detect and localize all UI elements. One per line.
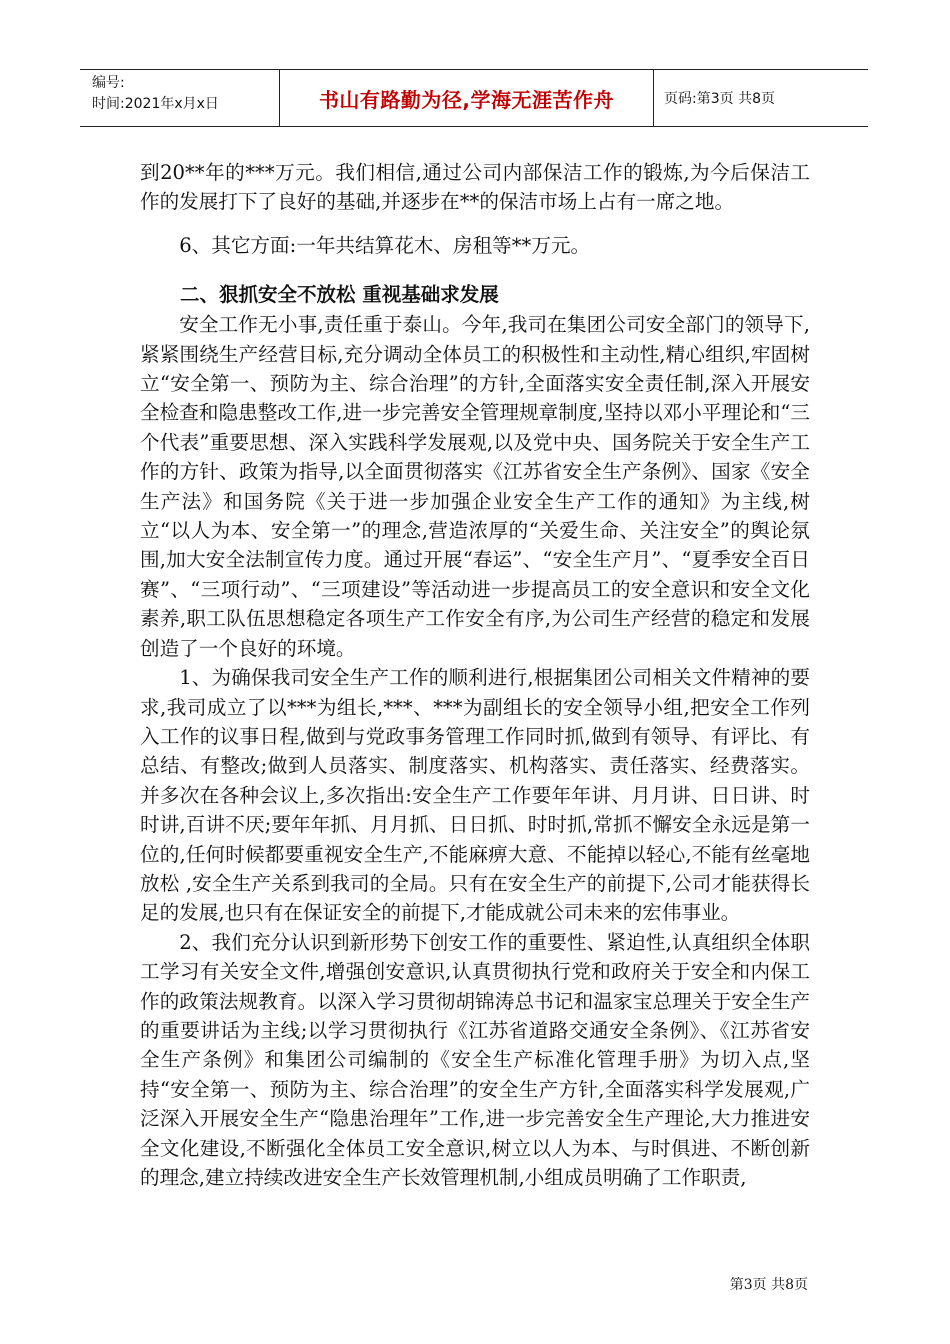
document-time-label: 时间:2021年x月x日 (92, 96, 219, 112)
paragraph-other-items: 6、其它方面:一年共结算花木、房租等**万元。 (179, 233, 591, 257)
document-body (140, 158, 810, 1192)
paragraph-continuation: 到20**年的***万元。我们相信,通过公司内部保洁工作的锻炼,为今后保洁工作的发展打下了良好的基础,并逐步在**的保洁市场上占有一席之地。 (140, 161, 810, 214)
header-page-number: 页码:第3页 共8页 (664, 91, 775, 107)
paragraph-item-2: 2、我们充分认识到新形势下创安工作的重要性、紧迫性,认真组织全体职工学习有关安全文件,增强创安意识,认真贯彻执行党和政府关于安全和内保工作的政策法规教育。以深入学习贯彻胡锦涛总书记和温家宝总理关于安全生产的重要讲话为主线;以学习贯彻执行《江苏省道路交通安全条例》、《江苏省安全生产条例》和集团公司编制的《安全生产标准化管理手册》为切入点,坚持“安全第一、预防为主、综合治理”的安全生产方针,全面落实科学发展观,广泛深入开展安全生产“隐患治理年”工作,进一步完善安全生产理论,大力推进安全文化建设,不断强化全体员工安全意识,树立以人为本、与时俱进、不断创新的理念,建立持续改进安全生产长效管理机制,小组成员明确了工作职责, (140, 930, 810, 1189)
section-heading: 二、狠抓安全不放松 重视基础求发展 (180, 283, 499, 307)
header-motto: 书山有路勤为径,学海无涯苦作舟 (280, 70, 654, 126)
paragraph-safety-overview: 安全工作无小事,责任重于泰山。今年,我司在集团公司安全部门的领导下,紧紧围绕生产经营目标,充分调动全体员工的积极性和主动性,精心组织,牢固树立“安全第一、预防为主、综合治理”的方针,全面落实安全责任制,深入开展安全检查和隐患整改工作,进一步完善安全管理规章制度,坚持以邓小平理论和“三个代表”重要思想、深入实践科学发展观,以及党中央、国务院关于安全生产工作的方针、政策为指导,以全面贯彻落实《江苏省安全生产条例》、国家《安全生产法》和国务院《关于进一步加强企业安全生产工作的通知》为主线,树立“以人为本、安全第一”的理念,营造浓厚的“关爱生命、关注安全”的舆论氛围,加大安全法制宣传力度。通过开展“春运”、“安全生产月”、“夏季安全百日赛”、“三项行动”、“三项建设”等活动进一步提高员工的安全意识和安全文化素养,职工队伍思想稳定各项生产工作安全有序,为公司生产经营的稳定和发展创造了一个良好的环境。 (140, 313, 810, 660)
page-footer: 第3页 共8页 (729, 1277, 808, 1293)
header-meta (80, 70, 280, 126)
document-number-label: 编号: (92, 75, 125, 91)
paragraph-item-1: 1、为确保我司安全生产工作的顺利进行,根据集团公司相关文件精神的要求,我司成立了以***为组长,***、***为副组长的安全领导小组,把安全工作列入工作的议事日程,做到与党政事务管理工作同时抓,做到有领导、有评比、有总结、有整改;做到人员落实、制度落实、机构落实、责任落实、经费落实。并多次在各种会议上,多次指出:安全生产工作要年年讲、月月讲、日日讲、时时讲,百讲不厌;要年年抓、月月抓、日日抓、时时抓,常抓不懈安全永远是第一位的,任何时候都要重视安全生产,不能麻痹大意、不能掉以轻心,不能有丝毫地放松 ,安全生产关系到我司的全局。只有在安全生产的前提下,公司才能获得长足的发展,也只有在保证安全的前提下,才能成就公司未来的宏伟事业。 (140, 666, 810, 925)
page-header (80, 69, 868, 127)
